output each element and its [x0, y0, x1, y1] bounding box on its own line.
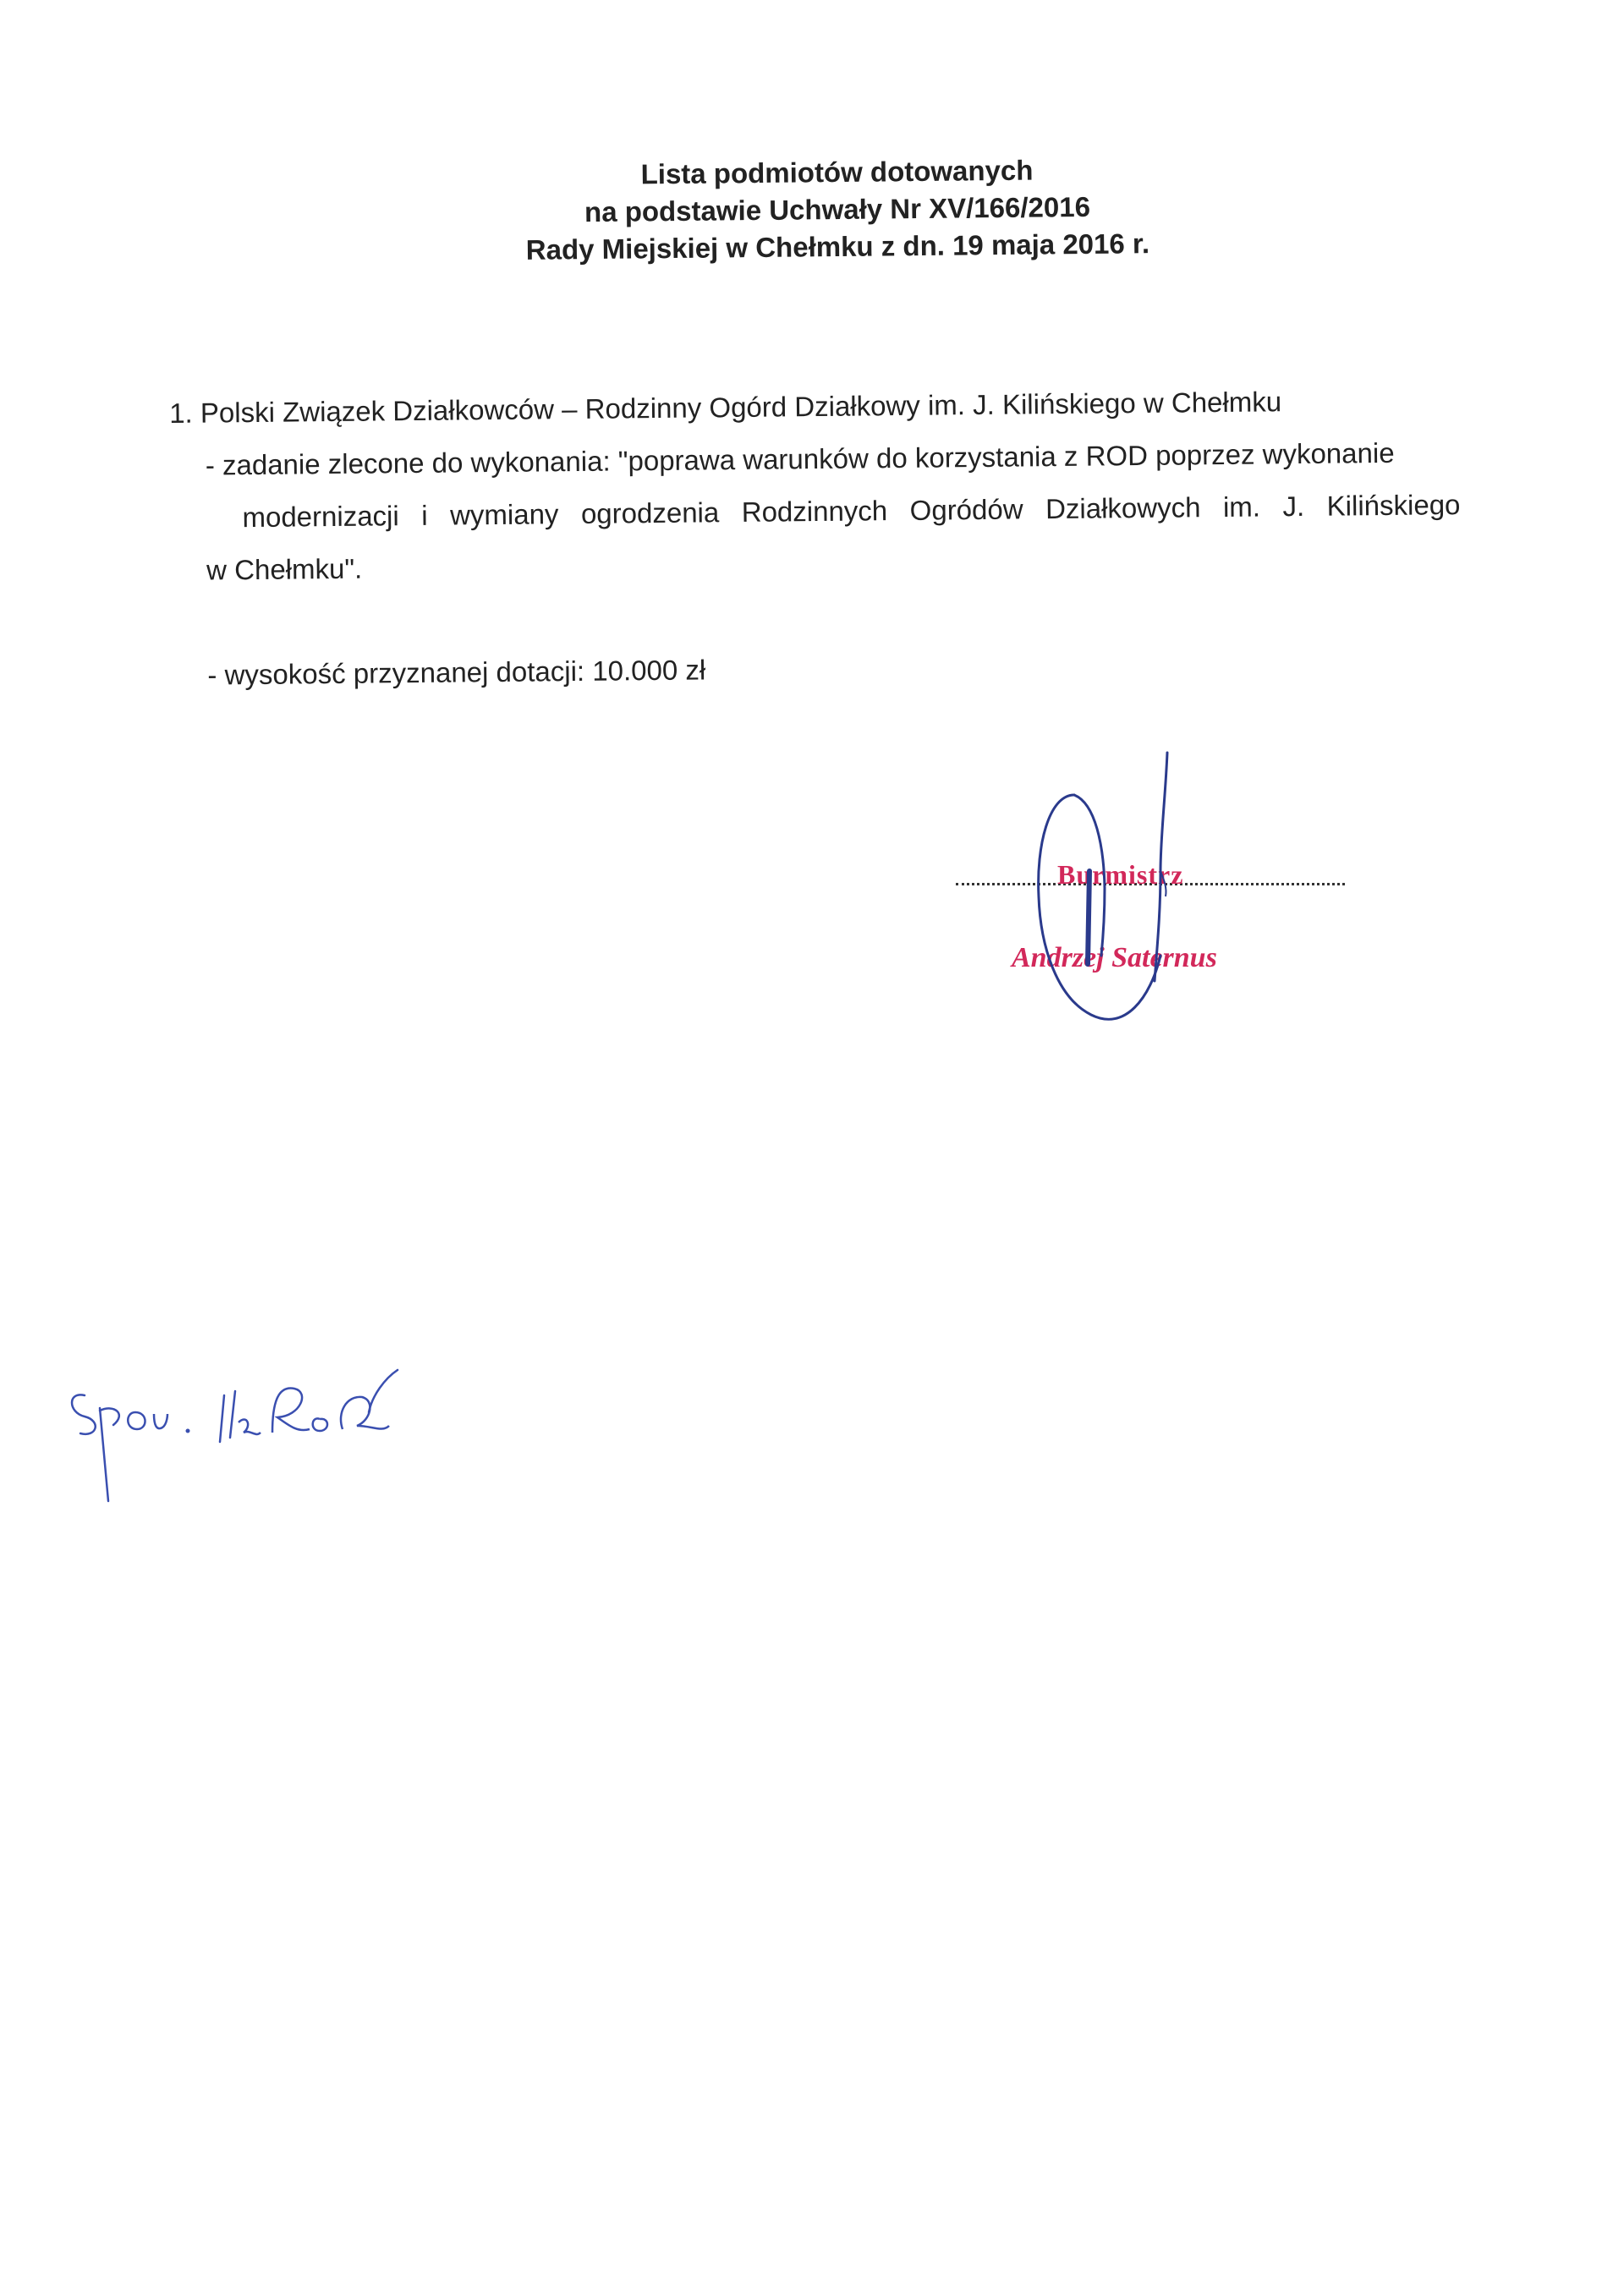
header-line-3: Rady Miejskiej w Chełmku z dn. 19 maja 2016 r.	[525, 227, 1150, 266]
amount-line: - wysokość przyznanej dotacji: 10.000 zł	[207, 654, 706, 691]
header-line-1: Lista podmiotów dotowanych	[640, 154, 1034, 190]
stamp-name: Andrzej Saternus	[1012, 942, 1217, 973]
header-line-2: na podstawie Uchwały Nr XV/166/2016	[584, 190, 1091, 228]
handwritten-signature	[939, 744, 1379, 1049]
item-organization-line	[169, 386, 1281, 430]
handwritten-annotation	[51, 1345, 440, 1514]
task-line-3: w Chełmku".	[206, 552, 363, 586]
stamp-title: Burmistrz	[1057, 859, 1184, 890]
item-organization: Polski Związek Działkowców – Rodzinny Ogórd Działkowy im. J. Kilińskiego w Chełmku	[200, 386, 1282, 429]
task-line-2: modernizacji i wymiany ogrodzenia Rodzinnych Ogródów Działkowych im. J. Kilińskiego	[242, 489, 1461, 534]
document-body	[169, 383, 1506, 691]
item-number: 1.	[169, 397, 193, 429]
task-line-1: - zadanie zlecone do wykonania: "poprawa warunków do korzystania z ROD poprzez wykonanie	[205, 436, 1395, 481]
document-header	[473, 151, 1201, 270]
signature-block	[939, 744, 1379, 1049]
